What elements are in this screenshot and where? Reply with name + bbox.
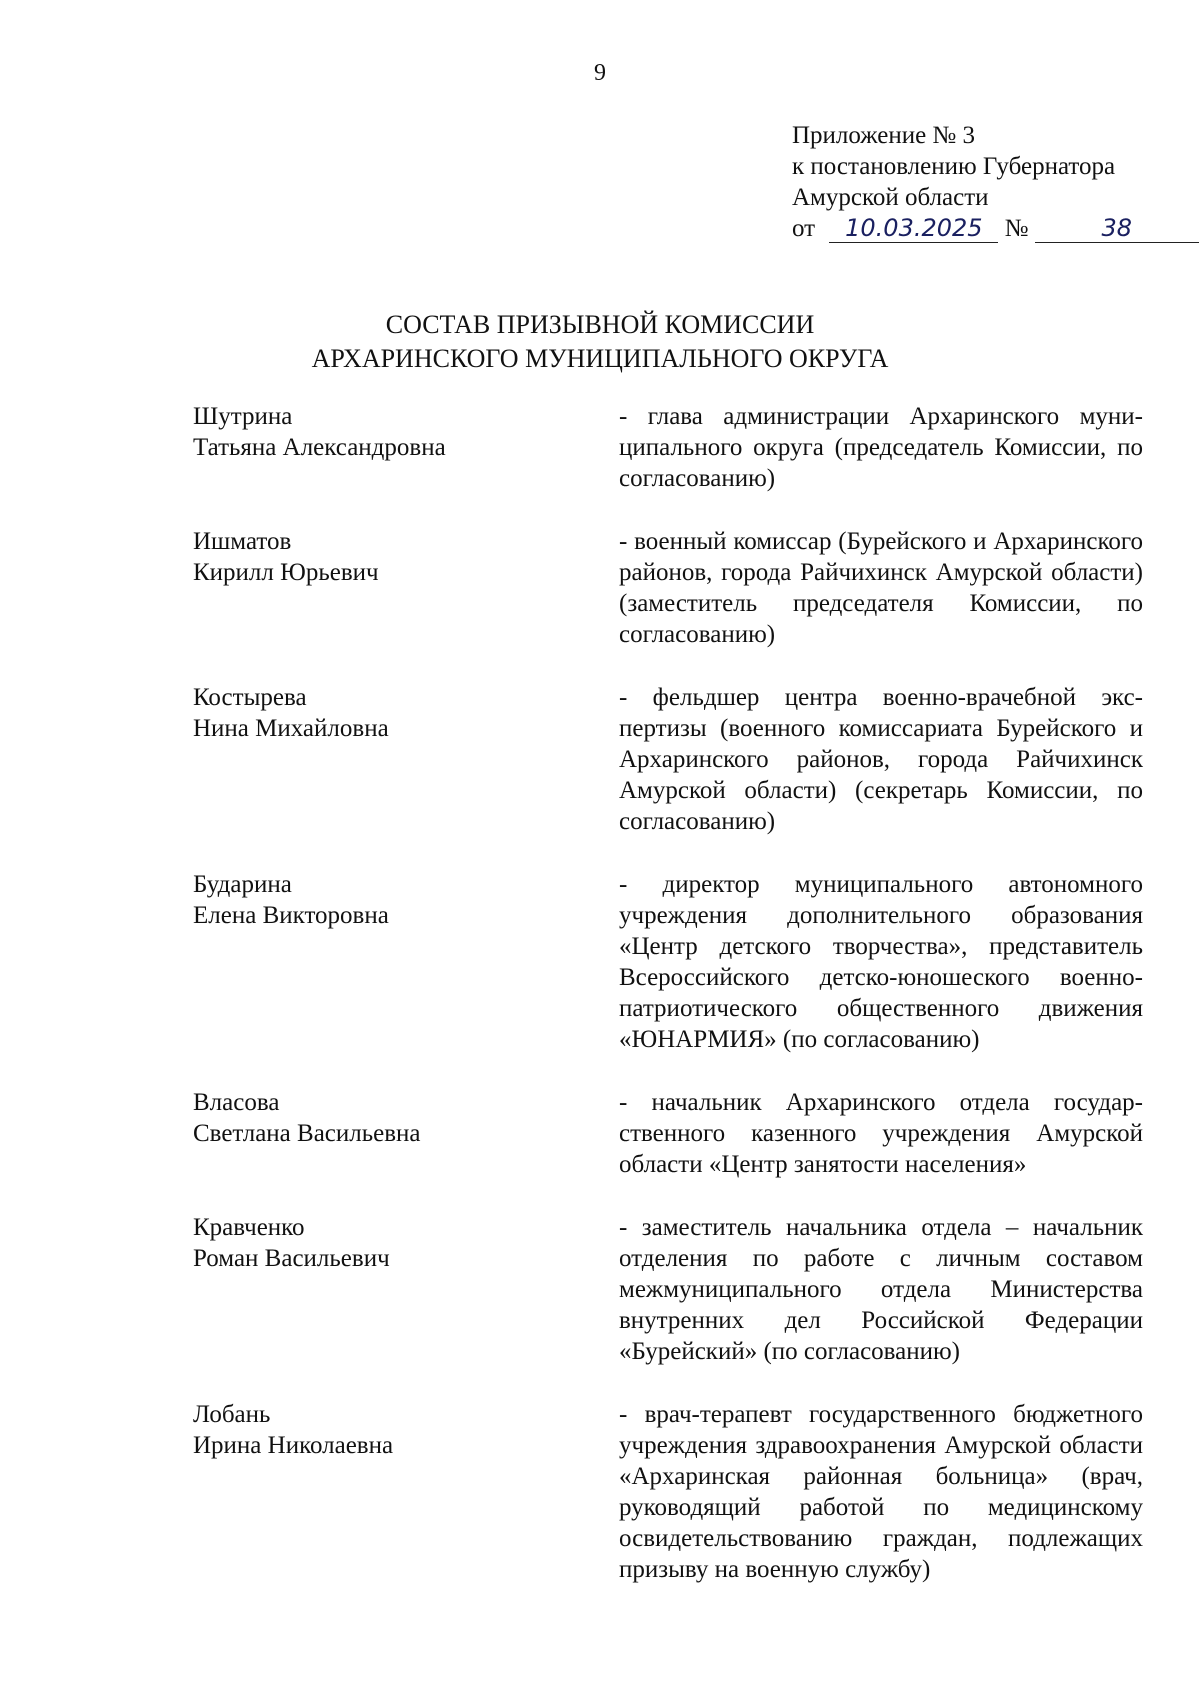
member-role: - глава администрации Архаринского муниципального округа (председатель Комиссии, по согласованию) xyxy=(619,403,1143,492)
member-surname: Лобань xyxy=(193,1401,271,1428)
member-name xyxy=(193,1087,619,1180)
member-name xyxy=(193,401,619,494)
member-role: - военный комиссар (Бурейского и Архаринского районов, города Райчихинск Амурской области) (заместитель председателя Комиссии, по согласованию) xyxy=(619,528,1143,648)
member-given-names: Елена Викторовна xyxy=(193,902,389,929)
commission-members-list xyxy=(193,401,1143,1617)
member-entry xyxy=(193,1399,1143,1585)
member-surname: Кравченко xyxy=(193,1214,305,1241)
member-name xyxy=(193,682,619,837)
member-given-names: Нина Михайловна xyxy=(193,715,389,742)
member-name xyxy=(193,526,619,650)
member-entry xyxy=(193,1087,1143,1180)
appendix-date-number-line xyxy=(792,213,1199,244)
appendix-region: Амурской области xyxy=(792,184,989,211)
member-role: - заместитель начальника отдела – начальник отделения по работе с личным составом межмуниципального отдела Министерства внутренних дел Российской Федерации «Бурейский» (по согласованию) xyxy=(619,1214,1143,1365)
date-prefix: от xyxy=(792,215,816,242)
appendix-reference: к постановлению Губернатора xyxy=(792,153,1116,180)
member-entry xyxy=(193,1212,1143,1367)
member-given-names: Роман Васильевич xyxy=(193,1245,390,1272)
member-entry xyxy=(193,526,1143,650)
member-role: - врач-терапевт государственного бюджетного учреждения здравоохранения Амурской области «Архаринская районная больница» (врач, руководящий работой по медицинскому освидетельствованию граждан, подлежащих призыву на военную службу) xyxy=(619,1401,1143,1583)
number-prefix: № xyxy=(1004,215,1029,242)
page-number: 9 xyxy=(594,60,606,86)
member-role: - директор муниципального автономного учреждения дополнительного образования «Центр детского творчества», представитель Всероссийского детско-юношеского военно-патриотического общественного движения «ЮНАРМИЯ» (по согласованию) xyxy=(619,871,1143,1053)
title-line-2: АРХАРИНСКОГО МУНИЦИПАЛЬНОГО ОКРУГА xyxy=(311,344,889,373)
member-role: - начальник Архаринского отдела государственного казенного учреждения Амурской области «Центр занятости населения» xyxy=(619,1089,1143,1178)
member-given-names: Ирина Николаевна xyxy=(193,1432,394,1459)
handwritten-number: 38 xyxy=(1035,214,1199,243)
member-surname: Шутрина xyxy=(193,403,293,430)
member-entry xyxy=(193,682,1143,837)
title-line-1: СОСТАВ ПРИЗЫВНОЙ КОМИССИИ xyxy=(385,310,815,339)
member-name xyxy=(193,869,619,1055)
member-surname: Костырева xyxy=(193,684,307,711)
document-title xyxy=(0,308,1200,376)
appendix-header xyxy=(792,120,1199,244)
member-entry xyxy=(193,401,1143,494)
member-surname: Бударина xyxy=(193,871,292,898)
member-role: - фельдшер центра военно-врачебной экспертизы (военного комиссариата Бурейского и Архаринского районов, города Райчихинск Амурской области) (секретарь Комиссии, по согласованию) xyxy=(619,684,1143,835)
member-surname: Власова xyxy=(193,1089,280,1116)
appendix-title: Приложение № 3 xyxy=(792,122,976,149)
member-name xyxy=(193,1399,619,1585)
member-given-names: Кирилл Юрьевич xyxy=(193,559,379,586)
member-name xyxy=(193,1212,619,1367)
member-given-names: Светлана Васильевна xyxy=(193,1120,421,1147)
member-surname: Ишматов xyxy=(193,528,292,555)
member-entry xyxy=(193,869,1143,1055)
member-given-names: Татьяна Александровна xyxy=(193,434,446,461)
handwritten-date: 10.03.2025 xyxy=(829,214,998,243)
